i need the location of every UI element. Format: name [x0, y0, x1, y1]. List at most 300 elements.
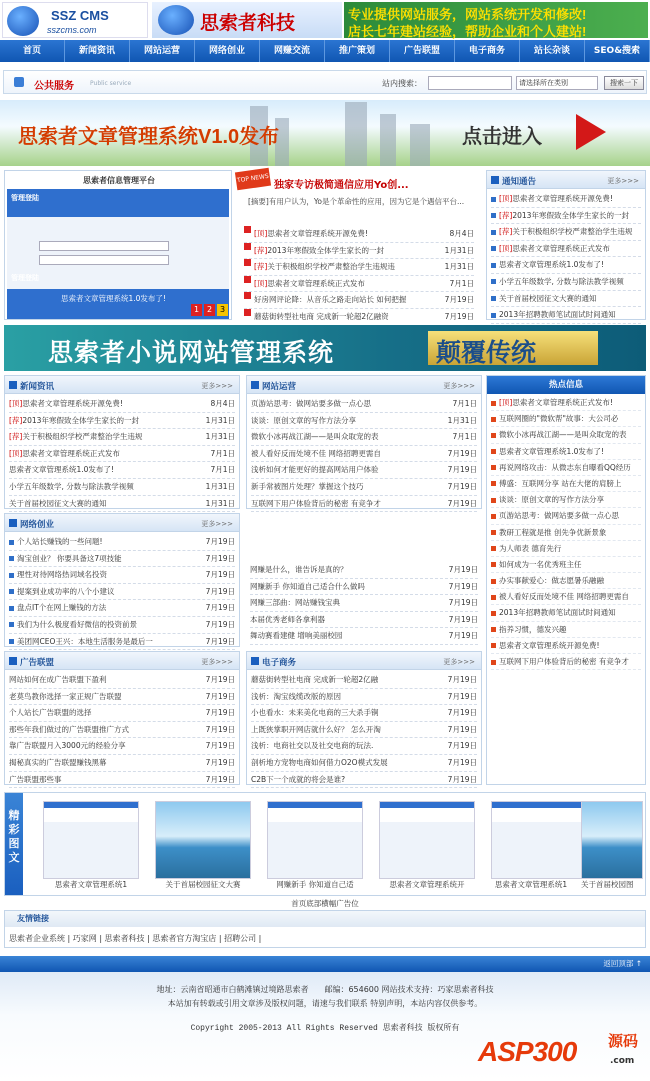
banner-title: 思索者文章管理系统V1.0发布: [18, 126, 280, 148]
item-date: 7月19日: [205, 586, 235, 596]
list-item[interactable]: [9, 617, 235, 634]
list-item[interactable]: [9, 738, 235, 755]
list-item[interactable]: [9, 689, 235, 706]
photo-thumb[interactable]: [491, 801, 587, 879]
item-text: 舞动赛看建健 增响美丽校园: [250, 631, 343, 641]
news-icon: [244, 292, 251, 299]
notice-list: [487, 189, 645, 326]
search-input[interactable]: [428, 76, 512, 90]
list-item[interactable]: [491, 257, 641, 274]
list-item[interactable]: [251, 738, 477, 755]
slide-page-1[interactable]: 1: [191, 304, 202, 316]
news-icon: [244, 276, 251, 283]
item-text: 提案到业成功率的八个小建议: [17, 586, 115, 596]
box-title: 电子商务: [262, 658, 297, 668]
photo-caption[interactable]: 思索者文章管理系统1: [494, 880, 568, 889]
item-text: 浅析如何才能更好的提高网站用户体验: [251, 465, 379, 475]
back-to-top-link[interactable]: 返回顶部 ↑: [603, 959, 642, 968]
more-link[interactable]: 更多>>>: [607, 177, 639, 185]
item-text: 再说网络攻击：从微志东自曝看QQ经历: [499, 462, 631, 472]
list-item[interactable]: [251, 429, 477, 446]
item-date: 7月19日: [447, 708, 477, 718]
list-item[interactable]: [491, 557, 641, 573]
hot-list: [487, 394, 645, 671]
item-text: 关于积极组织学校严肃整治学生违规: [22, 432, 143, 442]
box-header: [5, 376, 239, 394]
item-date: 8月4日: [449, 229, 474, 238]
globe-icon: [158, 5, 194, 35]
item-text: 思索者文章管理系统正式发布: [267, 278, 365, 288]
item-text: 思索者文章管理系统正式发布: [512, 243, 610, 253]
item-text: C2B下一个成就的将会是谁?: [251, 774, 346, 784]
item-text: 好房网评论降：从音乐之路走向站长 如何把握: [254, 295, 407, 305]
item-date: 7月19日: [448, 614, 478, 624]
platform-slideshow: [4, 170, 232, 320]
bullet-icon: [491, 546, 496, 551]
more-link[interactable]: 更多>>>: [443, 658, 475, 666]
item-date: 7月1日: [210, 448, 235, 458]
list-item[interactable]: [251, 689, 477, 706]
list-item[interactable]: [9, 722, 235, 739]
item-text: 傅盛：互联网分享 站在大佬的肩膀上: [499, 478, 622, 488]
item-text: 我们为什么极度看好微信的投资前景: [17, 619, 137, 629]
startup-icon: [9, 519, 17, 527]
item-date: 7月1日: [452, 399, 477, 408]
item-text: 被人看好反而处境不佳 网络招聘更需自: [499, 592, 629, 602]
list-item[interactable]: [251, 413, 477, 430]
box-title: 网络创业: [20, 520, 55, 530]
banner-text-highlight: 颠覆传统: [436, 340, 537, 367]
globe-icon: [7, 6, 39, 36]
item-text: 谈谈：原创文章的写作方法分享: [499, 495, 604, 505]
bullet-icon: [491, 611, 496, 616]
list-item[interactable]: [251, 479, 477, 496]
list-item[interactable]: [244, 309, 474, 326]
strip-side-label: [5, 793, 23, 895]
bullet-icon: [491, 465, 496, 470]
side-char: 彩: [8, 823, 20, 836]
list-item[interactable]: [9, 755, 235, 772]
ecom-icon: [251, 657, 259, 665]
watermark-text: ASP300: [478, 1036, 577, 1067]
ops-box: [246, 375, 482, 509]
item-text: 理性对待网络热词域名投资: [17, 570, 107, 580]
notice-box: [486, 170, 646, 320]
item-date: 7月19日: [447, 675, 477, 684]
item-date: 7月19日: [447, 481, 477, 491]
item-date: 7月19日: [205, 757, 235, 767]
list-item[interactable]: [491, 525, 641, 541]
brand-logo[interactable]: [152, 2, 342, 38]
photo-caption[interactable]: 关于首届校园征文大赛: [165, 880, 241, 889]
item-text: 思索者文章管理系统开源免费!: [512, 194, 613, 203]
photo-caption[interactable]: 关于首届校园图: [581, 880, 634, 889]
photo-thumb[interactable]: [379, 801, 475, 879]
bullet-icon: [9, 622, 14, 627]
list-item[interactable]: [250, 595, 478, 612]
list-item[interactable]: [9, 446, 235, 463]
item-date: 1月31日: [444, 245, 474, 255]
item-tag: [顶]: [499, 194, 513, 203]
banner-text-main: 思索者小说网站管理系统: [48, 340, 335, 367]
list-item[interactable]: [9, 551, 235, 568]
item-tag: [顶]: [254, 229, 268, 238]
more-link[interactable]: 更多>>>: [201, 382, 233, 390]
photo-thumb[interactable]: [581, 801, 643, 879]
photo-thumb[interactable]: [43, 801, 139, 879]
header-ad[interactable]: [344, 2, 648, 38]
notice-icon: [491, 176, 499, 184]
item-text: 微软小冰再战江湖——是叫众取宠的表: [499, 430, 627, 440]
building-shape: [380, 114, 396, 166]
item-text: 网赚新手 你知道自己适合什么做吗: [250, 581, 365, 591]
service-title: 公共服务: [34, 81, 74, 92]
ecommerce-box: [246, 651, 482, 785]
item-date: 7月19日: [205, 741, 235, 751]
list-item[interactable]: [491, 622, 641, 638]
list-item[interactable]: [251, 672, 477, 689]
bullet-icon: [491, 263, 496, 268]
headline-title[interactable]: 独家专访极简通信应用Yo创...: [274, 180, 409, 191]
item-text: 关于首届校园征文大赛的通知: [9, 498, 107, 508]
logo-url: sszcms.com: [47, 25, 97, 35]
bullet-icon: [491, 296, 496, 301]
promo-banner[interactable]: [0, 100, 650, 166]
item-date: 7月19日: [205, 724, 235, 734]
box-header: [487, 171, 645, 189]
list-item[interactable]: [491, 444, 641, 460]
item-text: 关于首届校园征文大赛的通知: [499, 293, 597, 303]
news-icon: [244, 309, 251, 316]
news-list: [5, 394, 239, 514]
item-text: 个人站长广告联盟的选择: [9, 708, 92, 718]
item-text: 关于积极组织学校严肃整治学生违规违: [267, 262, 395, 272]
item-text: 网站如何在成广告联盟下盈利: [9, 675, 107, 684]
item-date: 7月19日: [205, 537, 235, 546]
list-item[interactable]: [244, 243, 474, 260]
item-text: 2013年招聘教师笔试面试时间通知: [499, 310, 616, 320]
list-item[interactable]: [244, 226, 474, 243]
list-item[interactable]: [491, 427, 641, 443]
ad-union-box: [4, 651, 240, 785]
item-text: 思索者文章管理系统开源免费!: [499, 640, 600, 650]
list-item[interactable]: [9, 567, 235, 584]
list-item[interactable]: [9, 584, 235, 601]
list-item[interactable]: [491, 492, 641, 508]
list-item[interactable]: [491, 541, 641, 557]
item-text: 上既狭掌职开网店就什么好？ 怎么开淘: [251, 724, 381, 734]
slide-page-2[interactable]: 2: [204, 304, 215, 316]
slide-pager: [191, 304, 228, 316]
item-text: 思索者文章管理系统1.0发布了!: [9, 465, 114, 475]
list-item[interactable]: [491, 508, 641, 524]
list-item[interactable]: [491, 460, 641, 476]
bullet-icon: [491, 313, 496, 318]
list-item[interactable]: [491, 291, 641, 308]
item-text: 2013年招聘教师笔试面试时间通知: [499, 608, 616, 618]
ops-icon: [251, 381, 259, 389]
item-text: 思索者文章管理系统开源免费!: [267, 229, 368, 238]
item-text: 思索者文章管理系统开源免费!: [22, 399, 123, 408]
list-item[interactable]: [491, 224, 641, 241]
item-date: 1月31日: [205, 481, 235, 491]
side-char: 图: [8, 837, 20, 850]
photo-caption[interactable]: 思索者文章管理系统开: [389, 880, 465, 889]
bullet-icon: [491, 562, 496, 567]
more-link[interactable]: 更多>>>: [201, 520, 233, 528]
bottom-ad-slot[interactable]: 首页底部横幅广告位: [291, 899, 359, 908]
hot-info-box: [486, 375, 646, 785]
photo-caption[interactable]: 网赚新手 你知道自己适: [276, 880, 354, 889]
more-link[interactable]: 更多>>>: [443, 382, 475, 390]
list-item[interactable]: [251, 496, 477, 513]
news-icon: [244, 243, 251, 250]
item-date: 1月31日: [205, 498, 235, 508]
item-text: 广告联盟那些事: [9, 774, 62, 784]
list-item[interactable]: [251, 772, 477, 789]
item-text: 思索者文章管理系统正式发布: [22, 448, 120, 458]
list-item[interactable]: [491, 208, 641, 225]
bullet-icon: [491, 433, 496, 438]
watermark-domain: .com: [610, 1056, 635, 1066]
logo-name: SSZ CMS: [51, 8, 109, 23]
item-tag: [顶]: [9, 448, 23, 458]
earn-list: [246, 560, 482, 647]
item-tag: [荐]: [254, 245, 268, 255]
nav-item-ads[interactable]: 广告联盟: [390, 40, 455, 62]
list-item[interactable]: [250, 612, 478, 629]
slide-form-field: [39, 255, 169, 265]
list-item[interactable]: [491, 654, 641, 670]
ops-list: [247, 394, 481, 514]
list-item[interactable]: [244, 259, 474, 276]
list-item[interactable]: [9, 462, 235, 479]
item-text: 微软小冰再战江湖——是叫众取宠的表: [251, 432, 379, 442]
list-item[interactable]: [9, 772, 235, 789]
item-date: 1月31日: [444, 262, 474, 272]
bullet-icon: [491, 627, 496, 632]
list-item[interactable]: [9, 479, 235, 496]
list-item[interactable]: [9, 672, 235, 689]
item-text: 浅析：电商社交以及社交电商的玩法.: [251, 741, 374, 751]
photo-thumb[interactable]: [267, 801, 363, 879]
item-date: 7月19日: [447, 465, 477, 475]
item-text: 谈谈：原创文章的写作方法分享: [251, 415, 356, 425]
list-item[interactable]: [491, 411, 641, 427]
list-item[interactable]: [9, 413, 235, 430]
item-date: 7月19日: [448, 631, 478, 641]
list-item[interactable]: [491, 241, 641, 258]
top-news-badge: TOP NEWS: [235, 168, 271, 191]
photo-thumb[interactable]: [155, 801, 251, 879]
item-text: 靠广告联盟月入3000元的经验分享: [9, 741, 126, 751]
item-text: 那些年我们做过的广告联盟推广方式: [9, 724, 129, 734]
item-text: 互联网圈的"微软帮"故事：大公司必: [499, 414, 619, 424]
item-text: 如何成为一名优秀班主任: [499, 559, 582, 569]
nav-item-earn[interactable]: 网赚交流: [260, 40, 325, 62]
item-text: 页游站思考：做网站要多做一点心思: [251, 399, 371, 408]
bullet-icon: [491, 230, 496, 235]
nav-item-news[interactable]: 新闻资讯: [65, 40, 130, 62]
friend-links[interactable]: 思索者企业系统 | 巧家网 | 思索者科技 | 思索者官方淘宝店 | 招聘公司 |: [9, 934, 262, 943]
box-title: 广告联盟: [20, 658, 55, 668]
bullet-icon: [9, 589, 14, 594]
bullet-icon: [491, 498, 496, 503]
item-text: 小学五年级数学, 分数与除法教学视频: [499, 276, 624, 286]
item-date: 7月19日: [205, 553, 235, 563]
nav-item-home[interactable]: 首页: [0, 40, 65, 62]
item-tag: [顶]: [254, 278, 268, 288]
hot-icon: [491, 401, 496, 406]
item-text: 浅析：淘宝线缆改版的原因: [251, 691, 341, 701]
bullet-icon: [491, 643, 496, 648]
building-shape: [345, 102, 367, 166]
item-date: 7月19日: [447, 498, 477, 508]
list-item[interactable]: [251, 705, 477, 722]
nav-item-ops[interactable]: 网站运营: [130, 40, 195, 62]
site-logo[interactable]: [2, 2, 148, 38]
nav-item-ecom[interactable]: 电子商务: [455, 40, 520, 62]
bullet-icon: [491, 530, 496, 535]
item-text: 小也看水：未来美化电商的三大杀手锏: [251, 708, 379, 718]
bullet-icon: [491, 279, 496, 284]
list-item[interactable]: [9, 600, 235, 617]
slide-page-3[interactable]: 3: [217, 304, 228, 316]
list-item[interactable]: [251, 722, 477, 739]
news-box: [4, 375, 240, 509]
list-item[interactable]: [244, 276, 474, 293]
item-date: 7月19日: [447, 741, 477, 751]
banner-text-highlight-box: [428, 331, 598, 365]
list-item[interactable]: [244, 292, 474, 309]
list-item[interactable]: [491, 274, 641, 291]
bullet-icon: [9, 573, 14, 578]
bullet-icon: [491, 449, 496, 454]
slide-caption[interactable]: 思索者文章管理系统1.0发布了!: [61, 294, 166, 303]
item-text: 关于积极组织学校严肃整治学生违规: [512, 227, 633, 237]
item-text: 2013年寒假致全体学生家长的一封: [22, 415, 139, 425]
watermark-logo: [478, 1026, 648, 1078]
item-text: 办实事献爱心：做志愿暑乐融融: [499, 576, 604, 586]
header-ad-line1: 专业提供网站服务，网站系统开发和修改!: [348, 7, 587, 22]
nav-item-startup[interactable]: 网络创业: [195, 40, 260, 62]
list-item[interactable]: [9, 429, 235, 446]
photo-caption[interactable]: 思索者文章管理系统1: [54, 880, 128, 889]
item-date: 7月19日: [205, 619, 235, 629]
list-item[interactable]: [9, 496, 235, 513]
list-item[interactable]: [491, 191, 641, 208]
item-date: 7月19日: [205, 603, 235, 613]
list-item[interactable]: [491, 638, 641, 654]
item-text: 网赚三部曲：网站赚钱宝典: [250, 598, 340, 608]
slide-heading: 管理登陆: [11, 194, 39, 202]
item-text: 网赚是什么，谁告诉是真的？: [250, 565, 348, 574]
nav-item-promo[interactable]: 推广策划: [325, 40, 390, 62]
search-button[interactable]: 搜索一下: [604, 76, 644, 90]
item-text: 盘点IT个在网上赚钱的方法: [17, 603, 107, 613]
item-text: 2013年寒假致全体学生家长的一封: [512, 210, 629, 220]
list-item[interactable]: [491, 307, 641, 324]
list-item[interactable]: [251, 755, 477, 772]
list-item[interactable]: [491, 395, 641, 411]
item-date: 7月19日: [448, 581, 478, 591]
item-date: 7月19日: [205, 675, 235, 684]
bullet-icon: [491, 481, 496, 486]
list-item[interactable]: [251, 462, 477, 479]
building-shape: [410, 124, 430, 166]
more-link[interactable]: 更多>>>: [201, 658, 233, 666]
item-text: 蘑菇街转型社电商 完成新一轮超2亿融资: [254, 311, 389, 321]
photo-strip: [4, 792, 646, 896]
list-item[interactable]: [491, 605, 641, 621]
list-item[interactable]: [250, 579, 478, 596]
list-item[interactable]: [250, 628, 478, 645]
item-tag: [荐]: [254, 262, 268, 272]
item-tag: [荐]: [499, 227, 513, 237]
item-date: 7月19日: [444, 295, 474, 305]
banner-enter[interactable]: 点击进入: [462, 126, 542, 148]
bullet-icon: [491, 660, 496, 665]
item-text: 页游站思考：做网站要多做一点心思: [499, 511, 619, 521]
list-item[interactable]: [9, 396, 235, 413]
footer-address: 地址：云南省昭通市白鹤滩镇过境路思索者 邮编：654600 网站技术支持：巧家思索者科技: [156, 985, 494, 994]
brand-name: 思索者科技: [200, 13, 296, 34]
bullet-icon: [491, 417, 496, 422]
list-item[interactable]: [491, 573, 641, 589]
list-item[interactable]: [9, 634, 235, 651]
arrow-icon: [576, 114, 606, 150]
item-text: 本届优秀老师各拿利器: [250, 614, 325, 624]
headline-list: [240, 224, 478, 328]
category-select[interactable]: 请选择所在类别: [516, 76, 598, 90]
list-item[interactable]: [9, 534, 235, 551]
item-text: 蘑菇街转型社电商 完成新一轮超2亿融: [251, 675, 379, 684]
bullet-icon: [491, 246, 496, 251]
bullet-icon: [491, 595, 496, 600]
item-date: 7月19日: [205, 774, 235, 784]
item-date: 7月19日: [205, 570, 235, 580]
list-item[interactable]: [491, 589, 641, 605]
item-date: 7月19日: [448, 598, 478, 608]
news-icon: [9, 381, 17, 389]
list-item[interactable]: [9, 705, 235, 722]
headline-desc: [摘要]有用户认为，Yo是个革命性的应用，因为它是个遇信平台...: [248, 197, 465, 206]
nav-item-talk[interactable]: 站长杂谈: [520, 40, 585, 62]
novel-system-banner[interactable]: [4, 325, 646, 371]
box-header: [247, 652, 481, 670]
news-icon: [244, 259, 251, 266]
ads-list: [5, 670, 239, 790]
bullet-icon: [491, 514, 496, 519]
startup-list: [5, 532, 239, 652]
item-text: 思索者文章管理系统1.0发布了!: [499, 446, 604, 456]
nav-item-seo[interactable]: SEO&搜索: [585, 40, 650, 62]
bullet-icon: [9, 639, 14, 644]
bullet-icon: [9, 606, 14, 611]
header-ad-line2: 店长七年建站经验，帮助企业和个人建站!: [348, 24, 587, 39]
list-item[interactable]: [250, 562, 478, 579]
item-tag: [顶]: [499, 243, 513, 253]
list-item[interactable]: [251, 446, 477, 463]
list-item[interactable]: [251, 396, 477, 413]
main-nav: [0, 40, 650, 62]
friend-links-box: [4, 910, 646, 948]
list-item[interactable]: [491, 476, 641, 492]
friend-links-title: 友情链接: [5, 911, 645, 927]
item-date: 7月19日: [447, 774, 477, 784]
slide-heading: 管理登陆: [11, 274, 39, 282]
site-header: [0, 0, 650, 40]
